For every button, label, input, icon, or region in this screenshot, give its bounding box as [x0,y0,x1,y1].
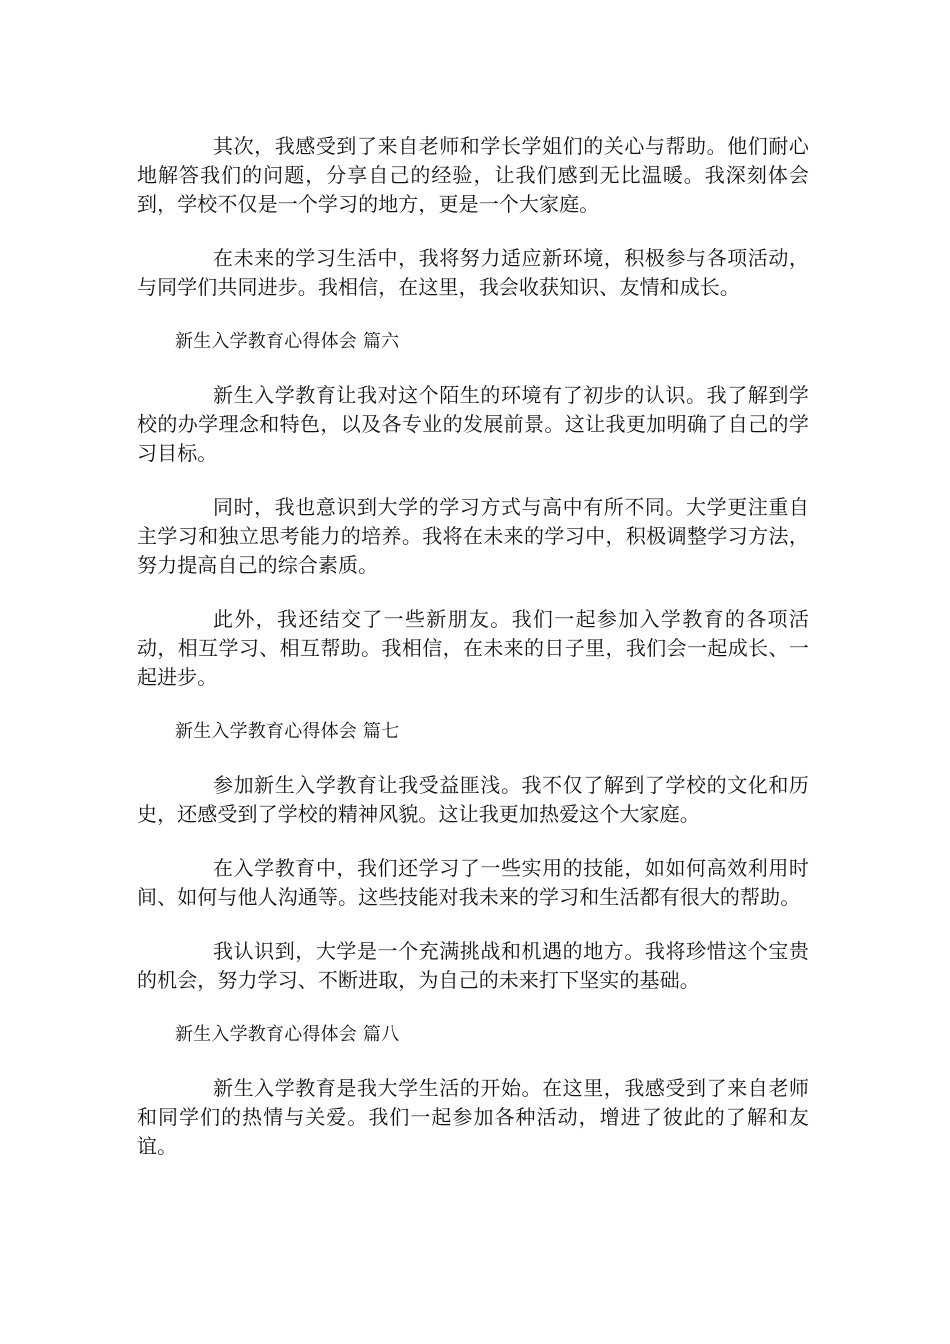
paragraph: 在入学教育中，我们还学习了一些实用的技能，如如何高效利用时间、如何与他人沟通等。这些技能对我未来的学习和生活都有很大的帮助。 [137,856,809,909]
document-body [137,132,809,1186]
paragraph: 在未来的学习生活中，我将努力适应新环境，积极参与各项活动，与同学们共同进步。我相信，在这里，我会收获知识、友情和成长。 [137,246,809,299]
paragraph: 此外，我还结交了一些新朋友。我们一起参加入学教育的各项活动，相互学习、相互帮助。我相信，在未来的日子里，我们会一起成长、一起进步。 [137,607,809,689]
paragraph: 新生入学教育是我大学生活的开始。在这里，我感受到了来自老师和同学们的热情与关爱。我们一起参加各种活动，增进了彼此的了解和友谊。 [137,1076,809,1158]
paragraph: 其次，我感受到了来自老师和学长学姐们的关心与帮助。他们耐心地解答我们的问题，分享自己的经验，让我们感到无比温暖。我深刻体会到，学校不仅是一个学习的地方，更是一个大家庭。 [137,134,809,216]
paragraph: 参加新生入学教育让我受益匪浅。我不仅了解到了学校的文化和历史，还感受到了学校的精神风貌。这让我更加热爱这个大家庭。 [137,773,809,826]
section-heading: 新生入学教育心得体会 篇八 [175,1024,400,1045]
paragraph: 同时，我也意识到大学的学习方式与高中有所不同。大学更注重自主学习和独立思考能力的培养。我将在未来的学习中，积极调整学习方法，努力提高自己的综合素质。 [137,495,809,577]
section-heading: 新生入学教育心得体会 篇七 [175,721,400,742]
paragraph: 我认识到，大学是一个充满挑战和机遇的地方。我将珍惜这个宝贵的机会，努力学习、不断进取，为自己的未来打下坚实的基础。 [137,939,809,992]
section-heading: 新生入学教育心得体会 篇六 [175,331,400,352]
paragraph: 新生入学教育让我对这个陌生的环境有了初步的认识。我了解到学校的办学理念和特色，以及各专业的发展前景。这让我更加明确了自己的学习目标。 [137,383,809,465]
